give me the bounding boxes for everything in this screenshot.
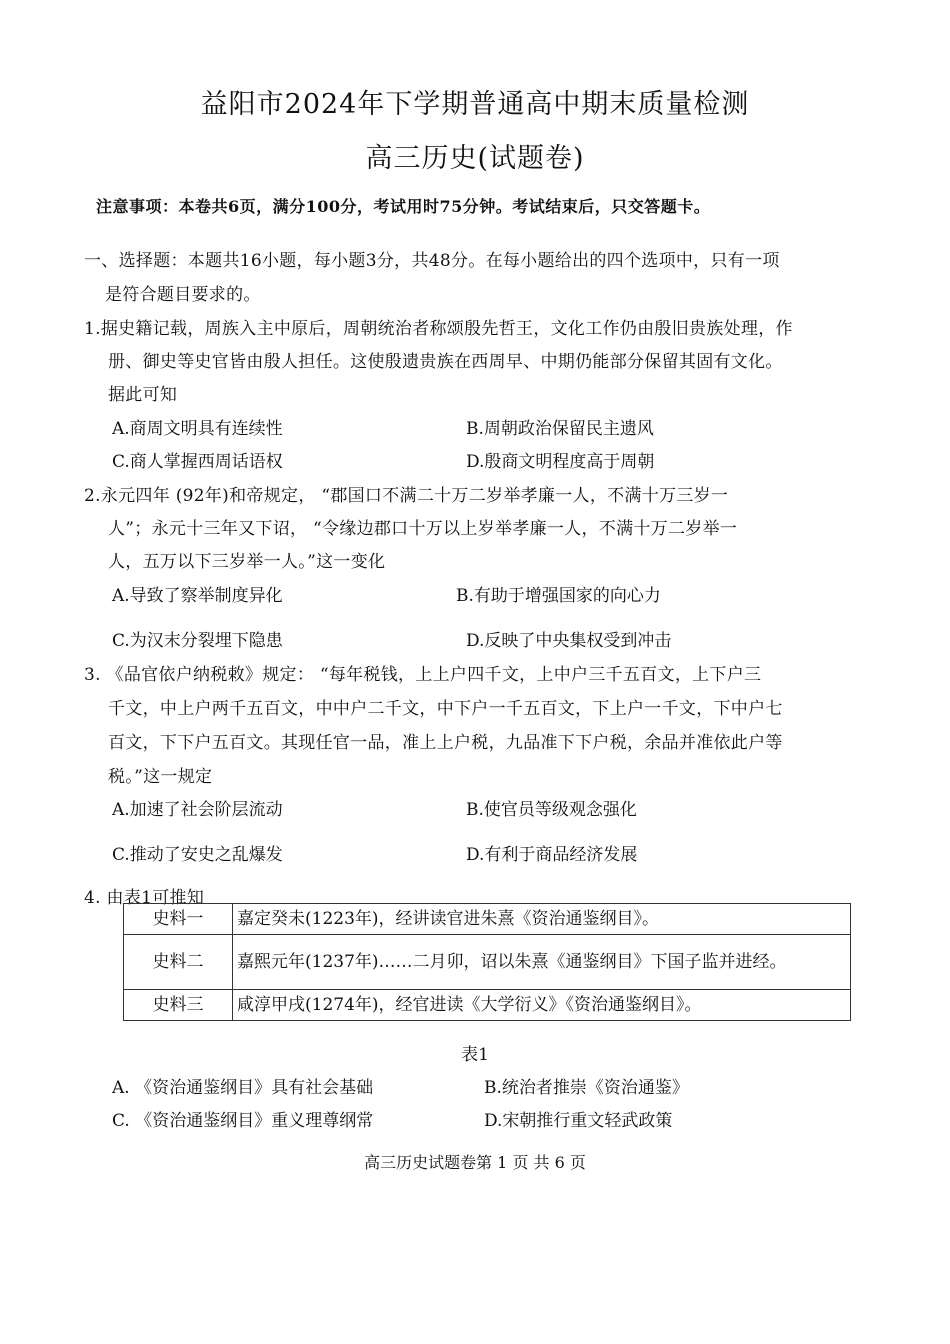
section-instructions-line-1: 一、选择题：本题共16小题，每小题3分，共48分。在每小题给出的四个选项中，只有一项 bbox=[84, 251, 780, 271]
table-cell-key: 史料二 bbox=[124, 935, 233, 990]
q1-stem-line-3: 据此可知 bbox=[108, 385, 178, 405]
q2-option-c: C.为汉末分裂埋下隐患 bbox=[112, 631, 283, 651]
q4-stem: 4. 由表1可推知 bbox=[84, 888, 205, 908]
q4-option-a: A. 《资治通鉴纲目》具有社会基础 bbox=[112, 1078, 374, 1098]
page-footer: 高三历史试题卷第 1 页 共 6 页 bbox=[364, 1153, 586, 1172]
exam-title: 益阳市2024年下学期普通高中期末质量检测 bbox=[200, 89, 750, 120]
q3-stem-line-1: 3. 《品官依户纳税敕》规定： “每年税钱，上上户四千文，上中户三千五百文，上下户三 bbox=[84, 665, 762, 685]
q1-option-b: B.周朝政治保留民主遗风 bbox=[466, 419, 654, 439]
q2-option-b: B.有助于增强国家的向心力 bbox=[456, 586, 661, 606]
exam-subtitle: 高三历史(试题卷) bbox=[365, 143, 585, 174]
q1-option-d: D.殷商文明程度高于周朝 bbox=[466, 452, 655, 472]
section-instructions-line-2: 是符合题目要求的。 bbox=[105, 285, 261, 305]
source-table bbox=[123, 903, 851, 1021]
q2-stem-line-3: 人，五万以下三岁举一人。”这一变化 bbox=[108, 552, 386, 572]
q1-stem-line-2: 册、御史等史官皆由殷人担任。这使殷遗贵族在西周早、中期仍能部分保留其固有文化。 bbox=[108, 352, 783, 372]
table-caption: 表1 bbox=[461, 1045, 489, 1065]
q2-stem-line-2: 人”；永元十三年又下诏， “令缘边郡口十万以上岁举孝廉一人，不满十万二岁举一 bbox=[108, 519, 738, 539]
q3-option-b: B.使官员等级观念强化 bbox=[466, 800, 637, 820]
q4-option-d: D.宋朝推行重文轻武政策 bbox=[484, 1111, 673, 1131]
table-cell-text: 咸淳甲戌(1274年)，经官进读《大学衍义》《资治通鉴纲目》。 bbox=[233, 990, 851, 1021]
q1-option-c: C.商人掌握西周话语权 bbox=[112, 452, 283, 472]
table-row bbox=[124, 904, 851, 935]
q3-stem-line-4: 税。”这一规定 bbox=[108, 767, 213, 787]
q3-option-c: C.推动了安史之乱爆发 bbox=[112, 845, 283, 865]
q4-option-b: B.统治者推崇《资治通鉴》 bbox=[484, 1078, 689, 1098]
q3-stem-line-2: 千文，中上户两千五百文，中中户二千文，中下户一千五百文，下上户一千文，下中户七 bbox=[108, 699, 783, 719]
table-cell-key: 史料三 bbox=[124, 990, 233, 1021]
q2-option-d: D.反映了中央集权受到冲击 bbox=[466, 631, 672, 651]
table-cell-key: 史料一 bbox=[124, 904, 233, 935]
table-row bbox=[124, 990, 851, 1021]
q4-option-c: C. 《资治通鉴纲目》重义理尊纲常 bbox=[112, 1111, 374, 1131]
table-cell-text: 嘉熙元年(1237年)……二月卯，诏以朱熹《通鉴纲目》下国子监并进经。 bbox=[233, 935, 851, 990]
table-cell-text: 嘉定癸未(1223年)，经讲读官进朱熹《资治通鉴纲目》。 bbox=[233, 904, 851, 935]
q2-option-a: A.导致了察举制度异化 bbox=[112, 586, 283, 606]
table-row bbox=[124, 935, 851, 990]
q3-option-a: A.加速了社会阶层流动 bbox=[112, 800, 283, 820]
q3-stem-line-3: 百文，下下户五百文。其现任官一品，准上上户税，九品准下下户税，余品并准依此户等 bbox=[108, 733, 783, 753]
q2-stem-line-1: 2.永元四年 (92年)和帝规定， “郡国口不满二十万二岁举孝廉一人，不满十万三岁一 bbox=[84, 486, 729, 506]
q3-option-d: D.有利于商品经济发展 bbox=[466, 845, 638, 865]
exam-notice: 注意事项：本卷共6页，满分100分，考试用时75分钟。考试结束后，只交答题卡。 bbox=[96, 197, 711, 216]
q1-option-a: A.商周文明具有连续性 bbox=[112, 419, 283, 439]
q1-stem-line-1: 1.据史籍记载，周族入主中原后，周朝统治者称颂殷先哲王，文化工作仍由殷旧贵族处理，作 bbox=[84, 319, 793, 339]
